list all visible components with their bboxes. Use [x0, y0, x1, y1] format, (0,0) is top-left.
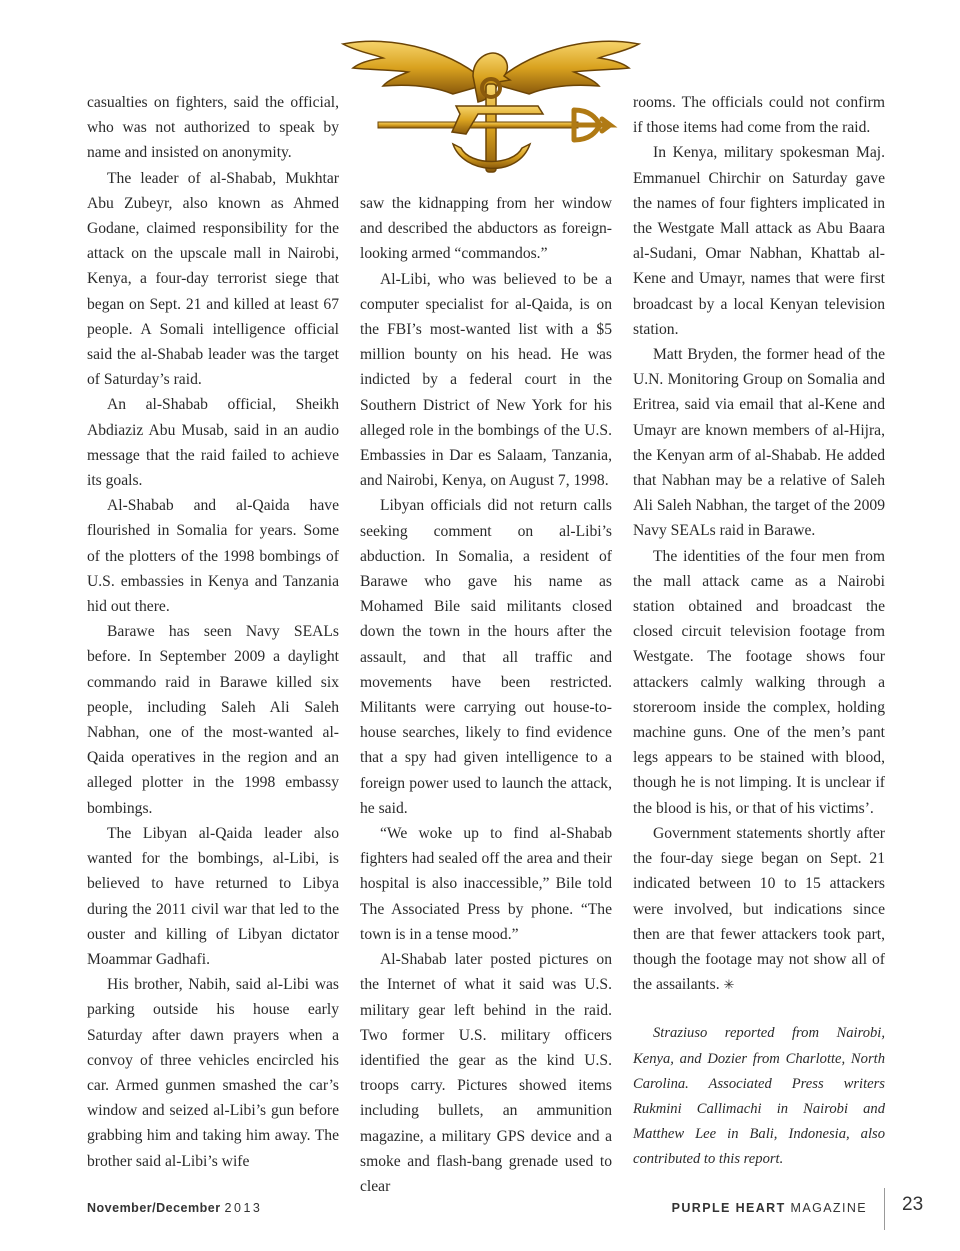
paragraph: The identities of the four men from the mall attack came as a Nairobi station obtained and broadcast the closed circuit television footage from Westgate. The footage shows four attackers calmly walking through a storeroom inside the complex, holding machine guns. One of the men’s pant legs appears to be stained with blood, though he is not limping. It is unclear if the blood is his, or that of his victims’.: [633, 547, 885, 817]
magazine-name: [672, 1201, 867, 1215]
paragraph: Al-Shabab and al-Qaida have flourished in Somalia for years. Some of the plotters of the 1998 bombings of U.S. embassies in Kenya and Tanzania hid out there.: [87, 497, 339, 616]
paragraph: The leader of al-Shabab, Mukhtar Abu Zubeyr, also known as Ahmed Godane, claimed responsibility for the attack on the upscale mall in Nairobi, Kenya, a four-day terrorist siege that began on Sept. 21 and killed at least 67 people. A Somali intelligence official said the al-Shabab leader was the target of Saturday’s raid.: [87, 169, 339, 389]
paragraph: His brother, Nabih, said al-Libi was parking outside his house early Saturday after dawn prayers when a convoy of three vehicles encircled his car. Armed gunmen smashed the car’s window and seized al-Libi’s gun before grabbing him and taking him away. The brother said al-Libi’s wife: [87, 976, 339, 1170]
paragraph: rooms. The officials could not confirm if those items had come from the raid.: [633, 94, 885, 137]
navy-seal-trident-emblem: [338, 14, 644, 184]
paragraph: casualties on fighters, said the official, who was not authorized to speak by name and insisted on anonymity.: [87, 94, 339, 162]
paragraph: Al-Shabab later posted pictures on the Internet of what it said was U.S. military gear left behind in the raid. Two former U.S. military officers identified the gear as the kind U.S. troops carry. Pictures showed items including bullets, an ammunition magazine, a military GPS device and a smoke and flash-bang grenade used to clear: [360, 951, 612, 1195]
end-mark-icon: ✳: [723, 977, 735, 993]
paragraph: Matt Bryden, the former head of the U.N. Monitoring Group on Somalia and Eritrea, said via email that al-Kene and Umayr are known members of al-Hijra, the Kenyan arm of al-Shabab. He added that Nabhan may be a relative of Saleh Ali Saleh Nabhan, the target of the 2009 Navy SEALs raid in Barawe.: [633, 346, 885, 540]
issue-month: November/December: [87, 1201, 221, 1215]
article-column-3: [633, 90, 885, 1173]
page-number: 23: [902, 1194, 924, 1215]
footer-divider: [884, 1188, 885, 1230]
issue-date: [87, 1201, 262, 1215]
paragraph: In Kenya, military spokesman Maj. Emmanuel Chirchir on Saturday gave the names of four fighters implicated in the Westgate Mall attack as Abu Baara al-Sudani, Omar Nabhan, Khattab al-Kene and Umayr, names that were first broadcast by a local Kenyan television station.: [633, 144, 885, 338]
article-credit: Straziuso reported from Nairobi, Kenya, and Dozier from Charlotte, North Carolina. Associated Press writers Rukmini Callimachi in Nairobi and Matthew Lee in Bali, Indonesia, also contributed to this report.: [633, 1025, 885, 1168]
paragraph: Libyan officials did not return calls seeking comment on al-Libi’s abduction. In Somalia, a resident of Barawe who gave his name as Mohamed Bile said militants closed down the town in the hours after the assault, and that all traffic and movements have been restricted. Militants were carrying out house-to-house searches, likely to find evidence that a spy had given intelligence to a foreign power used to launch the attack, he said.: [360, 497, 612, 817]
issue-year: 2013: [224, 1201, 263, 1215]
paragraph: An al-Shabab official, Sheikh Abdiaziz Abu Musab, said in an audio message that the raid failed to achieve its goals.: [87, 396, 339, 490]
paragraph: Barawe has seen Navy SEALs before. In September 2009 a daylight commando raid in Barawe killed six people, including Saleh Ali Saleh Nabhan, one of the most-wanted al-Qaida operatives in the region and an alleged plotter in the 1998 embassy bombings.: [87, 623, 339, 817]
article-column-2: [360, 191, 612, 1199]
paragraph: The Libyan al-Qaida leader also wanted for the bombings, al-Libi, is believed to have returned to Libya during the 2011 civil war that led to the ouster and killing of Libyan dictator Moammar Gadhafi.: [87, 824, 339, 968]
paragraph: saw the kidnapping from her window and described the abductors as foreign-looking armed “commandos.”: [360, 195, 612, 263]
magazine-name-bold: PURPLE HEART: [671, 1201, 786, 1215]
paragraph: [633, 821, 885, 997]
paragraph: “We woke up to find al-Shabab fighters had sealed off the area and their hospital is also inaccessible,” Bile told The Associated Press by phone. “The town is in a tense mood.”: [360, 825, 612, 943]
article-column-1: [87, 90, 339, 1174]
paragraph-text: Government statements shortly after the four-day siege began on Sept. 21 indicated between 10 to 15 attackers were involved, but indications since then are that fewer attackers took part, though the footage may not show all of the assailants.: [633, 824, 885, 994]
paragraph: Al-Libi, who was believed to be a computer specialist for al-Qaida, is on the FBI’s most-wanted list with a $5 million bounty on his head. He was indicted by a federal court in the Southern District of New York for his alleged role in the bombings of the U.S. Embassies in Dar es Salaam, Tanzania, and Nairobi, Kenya, on August 7, 1998.: [360, 270, 612, 490]
magazine-name-light: MAGAZINE: [790, 1201, 867, 1215]
